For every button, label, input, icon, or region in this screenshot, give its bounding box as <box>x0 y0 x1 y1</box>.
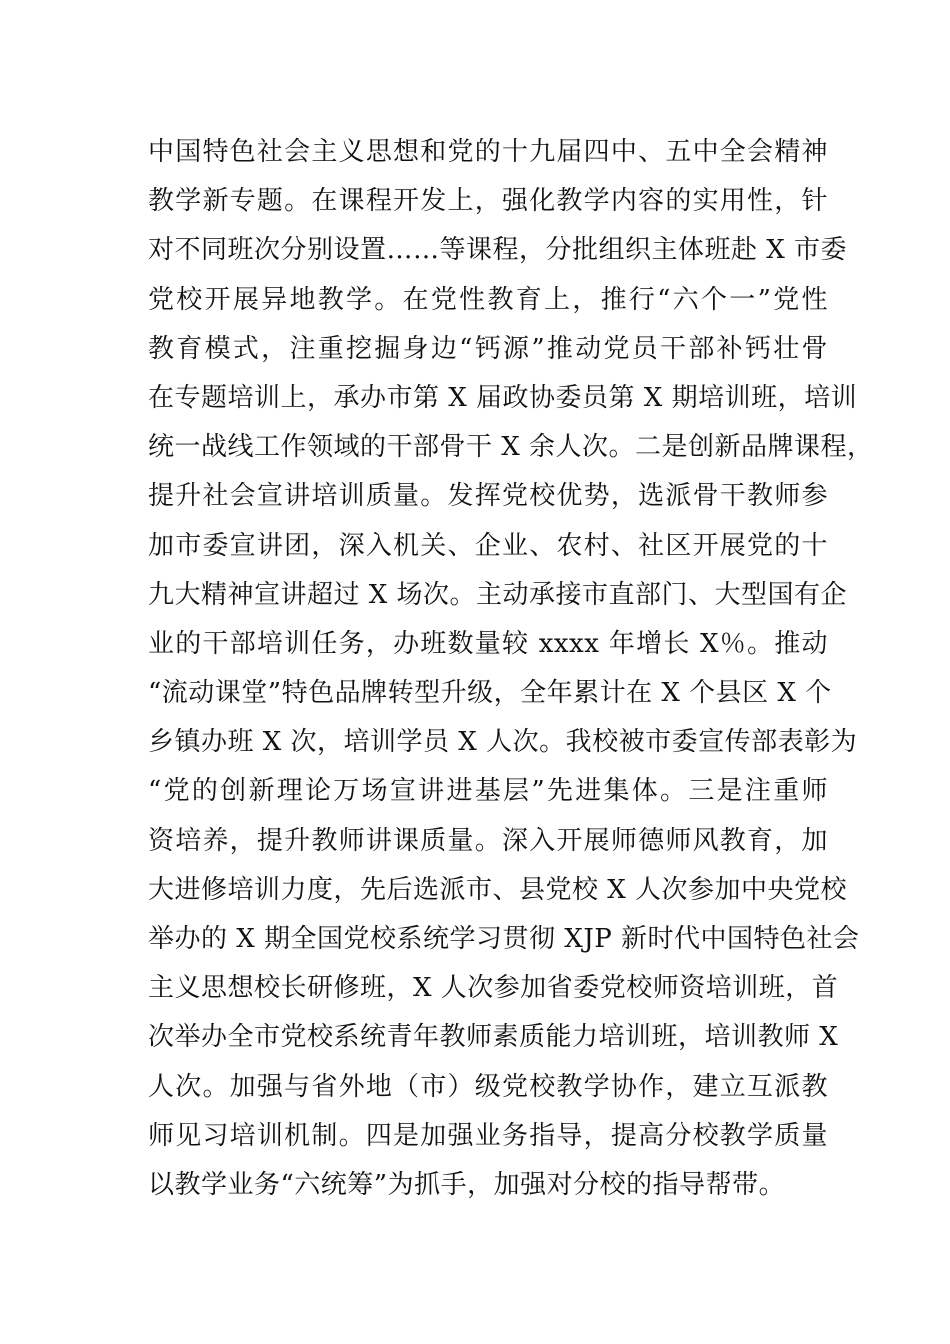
text-line: 次举办全市党校系统青年教师素质能力培训班，培训教师 X <box>148 1022 839 1053</box>
text-line: 主义思想校长研修班，X 人次参加省委党校师资培训班，首 <box>148 973 839 1004</box>
text-line: 教学新专题。在课程开发上，强化教学内容的实用性，针 <box>148 186 828 217</box>
text-line: 加市委宣讲团，深入机关、企业、农村、社区开展党的十 <box>148 530 828 561</box>
text-line: 师见习培训机制。四是加强业务指导，提高分校教学质量 <box>148 1120 828 1151</box>
body-paragraph <box>148 128 874 1210</box>
text-line: 九大精神宣讲超过 X 场次。主动承接市直部门、大型国有企 <box>148 579 848 610</box>
text-line: 在专题培训上，承办市第 X 届政协委员第 X 期培训班，培训 <box>148 382 858 413</box>
text-line: 业的干部培训任务，办班数量较 xxxx 年增长 X％。推动 <box>148 628 828 659</box>
text-line: 党校开展异地教学。在党性教育上，推行“六个一”党性 <box>148 284 828 315</box>
text-line: 以教学业务“六统筹”为抓手，加强对分校的指导帮带。 <box>148 1169 786 1200</box>
text-line: 统一战线工作领域的干部骨干 X 余人次。二是创新品牌课程， <box>148 432 874 463</box>
text-line: “流动课堂”特色品牌转型升级，全年累计在 X 个县区 X 个 <box>148 678 832 709</box>
text-line: 中国特色社会主义思想和党的十九届四中、五中全会精神 <box>148 137 828 167</box>
text-line: 举办的 X 期全国党校系统学习贯彻 XJP 新时代中国特色社会 <box>148 924 860 954</box>
text-line: 大进修培训力度，先后选派市、县党校 X 人次参加中央党校 <box>148 874 848 905</box>
text-line: “党的创新理论万场宣讲进基层”先进集体。三是注重师 <box>148 776 828 807</box>
text-line: 提升社会宣讲培训质量。发挥党校优势，选派骨干教师参 <box>148 481 828 512</box>
text-line: 对不同班次分别设置……等课程，分批组织主体班赴 X 市委 <box>148 235 848 266</box>
text-line: 教育模式，注重挖掘身边“钙源”推动党员干部补钙壮骨 <box>148 333 828 364</box>
text-line: 乡镇办班 X 次，培训学员 X 人次。我校被市委宣传部表彰为 <box>148 727 858 758</box>
text-line: 资培养，提升教师讲课质量。深入开展师德师风教育，加 <box>148 825 828 856</box>
text-line: 人次。加强与省外地（市）级党校教学协作，建立互派教 <box>148 1071 828 1102</box>
